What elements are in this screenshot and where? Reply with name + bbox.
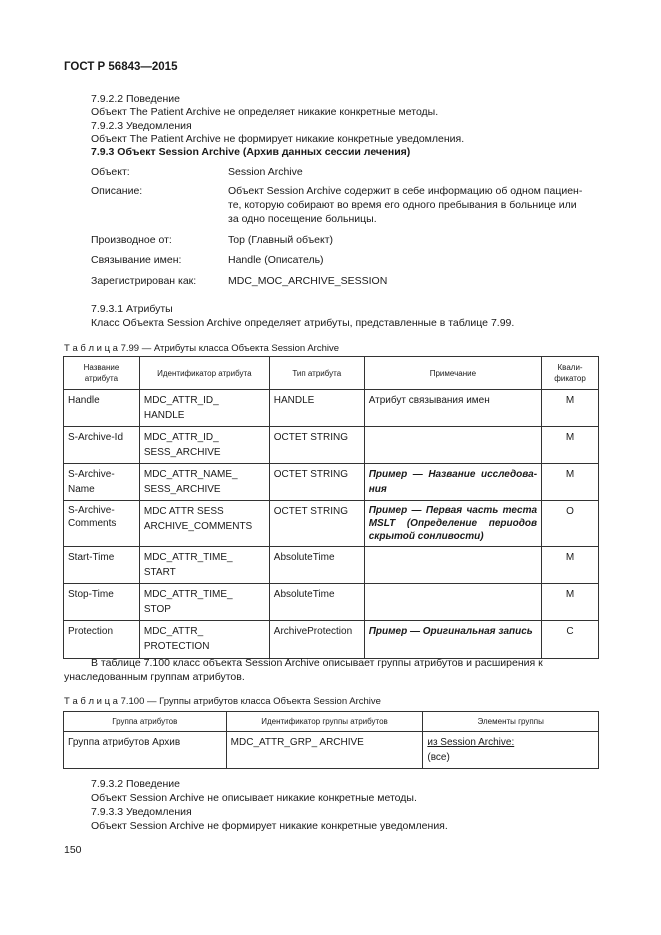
table-99-caption-prefix: Т а б л и ц а 7.99: [64, 343, 140, 354]
def-value-object: Session Archive: [228, 166, 303, 178]
description-line: за одно посещение больницы.: [228, 213, 377, 225]
attr-name: S-Archive-Name: [64, 464, 140, 501]
group-elements-rest: (все): [427, 752, 450, 763]
page-number: 150: [64, 844, 82, 856]
table-100-caption-title: — Группы атрибутов класса Объекта Session Archive: [144, 696, 381, 707]
attr-id-line: SESS_ARCHIVE: [143, 447, 221, 458]
attr-id-line: MDC_ATTR_TIME_: [143, 589, 233, 600]
def-label-derived: Производное от:: [91, 234, 172, 246]
attr-qualifier: M: [542, 547, 599, 584]
attr-qualifier: M: [542, 390, 599, 427]
table-row: [64, 584, 599, 621]
attr-note: [364, 547, 541, 584]
attr-type: OCTET STRING: [269, 501, 364, 547]
attr-id: [139, 390, 269, 427]
attr-id-line: MDC_ATTR_NAME_: [143, 469, 238, 480]
table-100-header: Идентификатор группы атрибутов: [226, 712, 423, 732]
section-7923-text: Объект The Patient Archive не формирует никакие конкретные уведомления.: [91, 133, 465, 145]
def-label-description: Описание:: [91, 185, 143, 197]
attr-type: OCTET STRING: [269, 427, 364, 464]
attr-id-line: START: [143, 567, 176, 578]
document-header: ГОСТ Р 56843—2015: [64, 61, 178, 73]
attr-note: Атрибут связывания имен: [364, 390, 541, 427]
table-row: [64, 427, 599, 464]
attr-name: Protection: [64, 621, 140, 659]
attr-id-line: MDC_ATTR_TIME_: [143, 552, 233, 563]
table-row: [64, 621, 599, 659]
attr-id: [139, 584, 269, 621]
section-7932-text: Объект Session Archive не описывает никакие конкретные методы.: [91, 792, 417, 804]
section-7922-heading: 7.9.2.2 Поведение: [91, 93, 180, 105]
section-7932-heading: 7.9.3.2 Поведение: [91, 778, 180, 790]
table-99-caption-title: — Атрибуты класса Объекта Session Archive: [139, 343, 339, 354]
table-99-header: Тип атрибута: [269, 357, 364, 390]
table-99-header-row: [64, 357, 599, 390]
attr-note: Пример — Первая часть теста MSLT (Определение периодов скрытой сонливости): [364, 501, 541, 547]
attr-id-line: MDC_ATTR_: [143, 626, 204, 637]
section-7933-text: Объект Session Archive не формирует никакие конкретные уведомления.: [91, 820, 448, 832]
attr-id-line: PROTECTION: [143, 641, 210, 652]
def-label-registered: Зарегистрирован как:: [91, 275, 197, 287]
table-99-caption: [64, 342, 339, 356]
table-100-caption-prefix: Т а б л и ц а 7.100: [64, 696, 145, 707]
def-value-derived: Top (Главный объект): [228, 234, 334, 246]
section-7933-heading: 7.9.3.3 Уведомления: [91, 806, 192, 818]
table-99-header: Название атрибута: [64, 357, 140, 390]
section-7931-heading: 7.9.3.1 Атрибуты: [91, 303, 173, 315]
attr-id: [139, 621, 269, 659]
attr-note: [364, 584, 541, 621]
table-row: [64, 464, 599, 501]
attr-type: AbsoluteTime: [269, 547, 364, 584]
attr-note: Пример — Оригинальная запись: [364, 621, 541, 659]
paragraph-table-7100-intro: В таблице 7.100 класс объекта Session Archive описывает группы атрибутов и расширения к унаследованным группам атрибутов.: [64, 657, 543, 683]
section-7923-heading: 7.9.2.3 Уведомления: [91, 120, 192, 132]
attr-qualifier: C: [542, 621, 599, 659]
table-100-caption: [64, 695, 381, 709]
table-99-header: Примечание: [364, 357, 541, 390]
attr-id: [139, 547, 269, 584]
attr-id: [139, 501, 269, 547]
attr-id-line: ARCHIVE_COMMENTS: [143, 521, 253, 532]
attr-name: S-Archive-Comments: [64, 501, 140, 547]
table-row: [64, 501, 599, 547]
section-7922-text: Объект The Patient Archive не определяет никакие конкретные методы.: [91, 106, 439, 118]
attr-type: HANDLE: [269, 390, 364, 427]
table-99: [63, 356, 599, 659]
attr-name: Start-Time: [64, 547, 140, 584]
attr-name: Stop-Time: [64, 584, 140, 621]
attr-qualifier: M: [542, 427, 599, 464]
description-line: Объект Session Archive содержит в себе информацию об одном пациен-: [228, 185, 583, 197]
attr-id: [139, 464, 269, 501]
def-label-name-binding: Связывание имен:: [91, 254, 182, 266]
def-label-object: Объект:: [91, 166, 130, 178]
attr-note: [364, 427, 541, 464]
section-793-heading: 7.9.3 Объект Session Archive (Архив данных сессии лечения): [91, 146, 411, 158]
attr-id-line: SESS_ARCHIVE: [143, 484, 221, 495]
section-7931-text: Класс Объекта Session Archive определяет атрибуты, представленные в таблице 7.99.: [91, 317, 515, 329]
attr-id-line: MDC_ATTR_ID_: [143, 432, 219, 443]
table-99-header: Идентификатор атрибута: [139, 357, 269, 390]
attr-name: Handle: [64, 390, 140, 427]
attr-type: AbsoluteTime: [269, 584, 364, 621]
group-id: MDC_ATTR_GRP_ ARCHIVE: [226, 732, 423, 769]
attr-note: Пример — Название исследова-ния: [364, 464, 541, 501]
group-elements: [423, 732, 599, 769]
def-value-name-binding: Handle (Описатель): [228, 254, 324, 266]
attr-id-line: MDC ATTR SESS: [143, 506, 224, 517]
attr-type: ArchiveProtection: [269, 621, 364, 659]
table-100-header: Элементы группы: [423, 712, 599, 732]
description-line: те, которую собирают во время его одного пребывания в больнице или: [228, 199, 577, 211]
table-100-header-row: [64, 712, 599, 732]
group-name: Группа атрибутов Архив: [64, 732, 227, 769]
attr-name: S-Archive-Id: [64, 427, 140, 464]
def-value-registered: MDC_MOC_ARCHIVE_SESSION: [228, 275, 388, 287]
table-row: [64, 390, 599, 427]
attr-qualifier: M: [542, 464, 599, 501]
group-elements-link[interactable]: из Session Archive:: [427, 737, 515, 748]
attr-type: OCTET STRING: [269, 464, 364, 501]
def-value-description: [228, 184, 604, 226]
attr-id-line: STOP: [143, 604, 171, 615]
attr-id-line: HANDLE: [143, 410, 185, 421]
table-100: [63, 711, 599, 769]
attr-qualifier: O: [542, 501, 599, 547]
attr-id: [139, 427, 269, 464]
table-row: [64, 732, 599, 769]
table-row: [64, 547, 599, 584]
attr-id-line: MDC_ATTR_ID_: [143, 395, 219, 406]
table-99-header: Квали-фикатор: [542, 357, 599, 390]
table-100-header: Группа атрибутов: [64, 712, 227, 732]
attr-qualifier: M: [542, 584, 599, 621]
